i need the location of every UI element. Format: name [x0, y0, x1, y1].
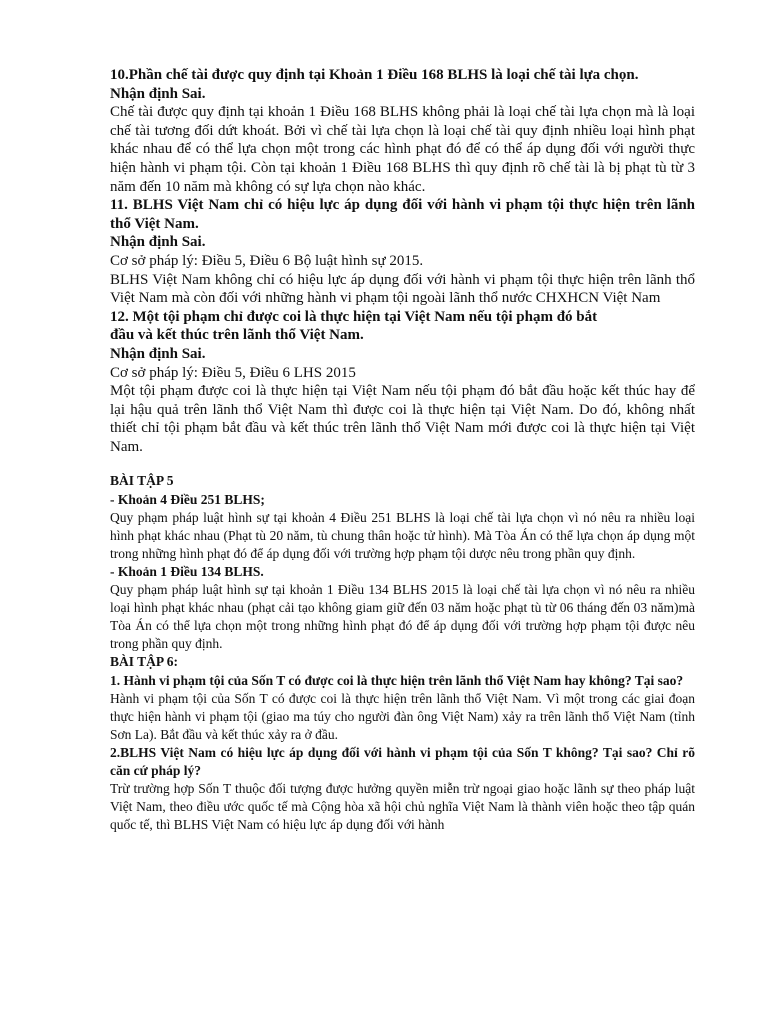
document-content: [110, 66, 695, 834]
section-spacer: [110, 456, 695, 472]
q12-body: Một tội phạm được coi là thực hiện tại Việt Nam nếu tội phạm đó bắt đầu hoặc kết thúc hay để lại hậu quả trên lãnh thổ Việt Nam thì được coi là thực hiện tại Việt Nam. Do đó, không nhất thiết chỉ tội phạm bắt đầu và kết thúc trên lãnh thổ Việt Nam mới được coi là thực hiện tại Việt Nam.: [110, 383, 695, 455]
q11-title: 11. BLHS Việt Nam chỉ có hiệu lực áp dụng đối với hành vi phạm tội thực hiện trên lãnh thổ Việt Nam.: [110, 197, 695, 232]
section-exercises: [110, 472, 695, 834]
bt5-item1-title: - Khoản 4 Điều 251 BLHS;: [110, 491, 265, 507]
bt5-item1-body: Quy phạm pháp luật hình sự tại khoản 4 Điều 251 BLHS là loại chế tài lựa chọn vì nó nêu ra nhiều loại hình phạt khác nhau (Phạt tù 20 năm, tù chung thân hoặc tử hình). Mà Tòa Án có thể lựa chọn áp dụng một trong những hình phạt đó để áp dụng đối với trường hợp phạm tội dược nêu trong phần quy định.: [110, 509, 695, 561]
q11-basis: Cơ sở pháp lý: Điều 5, Điều 6 Bộ luật hình sự 2015.: [110, 252, 424, 269]
section-statements: [110, 66, 695, 456]
bt6-q2-title: 2.BLHS Việt Nam có hiệu lực áp dụng đối với hành vi phạm tội của Sốn T không? Tại sao? Chỉ rõ căn cứ pháp lý?: [110, 744, 695, 778]
q11-verdict: Nhận định Sai.: [110, 234, 206, 251]
bt6-q2-body: Trừ trường hợp Sốn T thuộc đối tượng được hưởng quyền miễn trừ ngoại giao hoặc lãnh sự theo pháp luật Việt Nam, theo điều ước quốc tế mà Cộng hòa xã hội chủ nghĩa Việt Nam là thành viên hoặc theo tập quán quốc tế, thì BLHS Việt Nam có hiệu lực áp dụng đối với hành: [110, 781, 695, 833]
bt5-heading: BÀI TẬP 5: [110, 473, 174, 489]
q10-title: 10.Phần chế tài được quy định tại Khoản 1 Điều 168 BLHS là loại chế tài lựa chọn.: [110, 67, 639, 83]
bt6-q1-body: Hành vi phạm tội của Sốn T có được coi là thực hiện trên lãnh thổ Việt Nam. Vì một trong các giai đoạn thực hiện hành vi phạm tội (giao ma túy cho người đàn ông Việt Nam) xảy ra trên lãnh thổ Việt Nam (tỉnh Sơn La). Bắt đầu và kết thúc xảy ra ở đầu.: [110, 690, 695, 742]
q12-basis: Cơ sở pháp lý: Điều 5, Điều 6 LHS 2015: [110, 364, 356, 381]
q12-title-line2: đầu và kết thúc trên lãnh thổ Việt Nam.: [110, 327, 364, 344]
bt5-item2-title: - Khoản 1 Điều 134 BLHS.: [110, 563, 264, 579]
bt5-item2-body: Quy phạm pháp luật hình sự tại khoản 1 Điều 134 BLHS 2015 là loại chế tài lựa chọn vì nó nêu ra nhiều loại hình phạt khác nhau (phạt cải tạo không giam giữ đến 03 năm hoặc phạt tù từ 06 tháng đến 03 năm)mà Tòa Án có thể lựa chọn một trong những hình phạt đó để áp dụng đối với trường hợp phạm tội được nêu trong phần quy định.: [110, 582, 695, 652]
bt6-heading: BÀI TẬP 6:: [110, 654, 179, 670]
bt6-q1-title: 1. Hành vi phạm tội của Sốn T có được coi là thực hiện trên lãnh thổ Việt Nam hay không? Tại sao?: [110, 672, 684, 688]
q12-verdict: Nhận định Sai.: [110, 345, 206, 362]
q10-verdict: Nhận định Sai.: [110, 85, 206, 102]
q11-body: BLHS Việt Nam không chỉ có hiệu lực áp dụng đối với hành vi phạm tội thực hiện trên lãnh thổ Việt Nam mà còn đối với những hành vi phạm tội ngoài lãnh thổ nước CHXHCN Việt Nam: [110, 271, 695, 307]
q10-body: Chế tài được quy định tại khoản 1 Điều 168 BLHS không phải là loại chế tài lựa chọn mà là loại chế tài tương đối dứt khoát. Bởi vì chế tài lựa chọn là loại chế tài quy định nhiều loại hình phạt khác nhau để có thể lựa chọn một trong các hình phạt đó để có thể áp dụng đối với người thực hiện hành vi phạm tội. Còn tại khoản 1 Điều 168 BLHS thì quy định rõ chế tài là bị phạt tù từ 3 năm đến 10 năm mà không có sự lựa chọn nào khác.: [110, 104, 695, 195]
q12-title-line1: 12. Một tội phạm chỉ được coi là thực hiện tại Việt Nam nếu tội phạm đó bắt: [110, 308, 598, 325]
